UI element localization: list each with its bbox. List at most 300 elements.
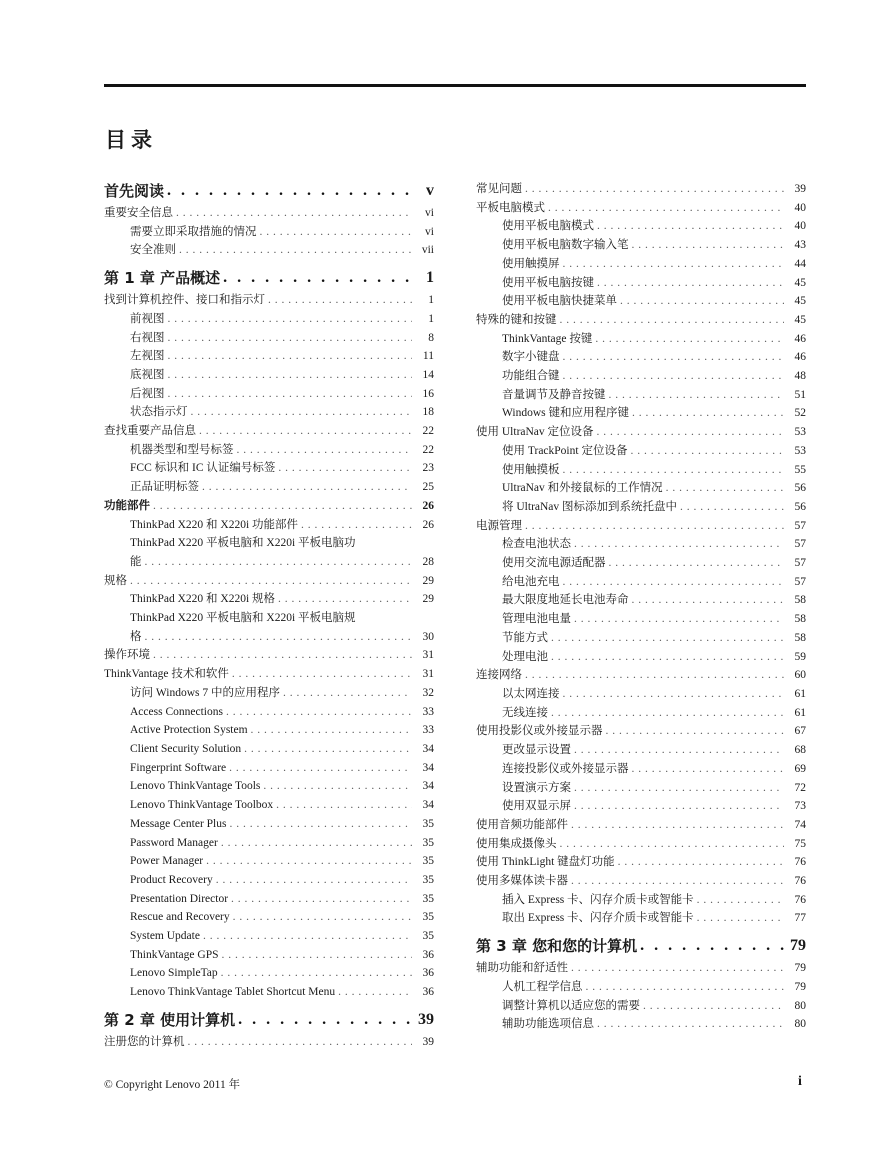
toc-entry-title: Client Security Solution	[130, 742, 242, 755]
toc-entry[interactable]	[104, 703, 434, 722]
toc-entry[interactable]	[476, 479, 806, 498]
toc-entry-page: 31	[422, 649, 434, 662]
toc-entry-title: 将 UltraNav 图标添加到系统托盘中	[502, 500, 678, 513]
footer-copyright: © Copyright Lenovo 2011 年	[104, 1079, 241, 1091]
toc-entry-title: 使用多媒体读卡器	[476, 875, 568, 888]
toc-entry-title: 使用双显示屏	[502, 800, 571, 813]
toc-entry-title: 使用 UltraNav 定位设备	[476, 426, 594, 439]
dot-leader	[218, 946, 412, 965]
toc-entry-title: 重要安全信息	[104, 207, 173, 219]
toc-entry[interactable]	[476, 255, 806, 274]
toc-entry[interactable]	[476, 274, 806, 293]
dot-leader	[568, 872, 784, 891]
toc-entry-title: 使用平板电脑按键	[502, 276, 594, 289]
toc-entry-title: 常见问题	[476, 183, 522, 195]
toc-entry-page: 34	[422, 742, 434, 755]
toc-entry-page: 52	[794, 407, 806, 420]
toc-entry-page: 77	[794, 912, 806, 925]
toc-entry-page: 72	[794, 781, 806, 794]
toc-entry-page: 61	[794, 687, 806, 700]
dot-leader	[627, 442, 784, 461]
toc-entry[interactable]	[476, 685, 806, 704]
toc-entry-title: 右视图	[130, 331, 165, 344]
toc-entry-page: 23	[422, 462, 434, 475]
toc-entry[interactable]	[104, 908, 434, 927]
toc-entry[interactable]	[104, 759, 434, 778]
toc-entry-title: FCC 标识和 IC 认证编号标签	[130, 462, 276, 475]
toc-entry[interactable]	[476, 591, 806, 610]
toc-entry[interactable]	[476, 760, 806, 779]
dot-leader	[548, 629, 784, 648]
dot-leader	[629, 591, 785, 610]
toc-entry[interactable]	[476, 199, 806, 218]
toc-entry-title: 无线连接	[502, 706, 548, 719]
toc-entry-title: Access Connections	[130, 705, 223, 718]
dot-leader	[522, 180, 784, 199]
toc-entry[interactable]	[476, 404, 806, 423]
toc-entry[interactable]	[476, 236, 806, 255]
toc-entry[interactable]	[104, 684, 434, 703]
toc-entry[interactable]	[476, 554, 806, 573]
toc-entry[interactable]	[476, 180, 806, 199]
toc-entry-continuation	[130, 628, 434, 647]
dot-leader	[165, 310, 413, 329]
toc-entry[interactable]	[104, 815, 434, 834]
dot-leader	[173, 204, 412, 223]
toc-entry[interactable]	[104, 347, 434, 366]
toc-entry-page: 35	[422, 873, 434, 886]
toc-entry-page: 79	[794, 962, 806, 975]
toc-entry-title: 操作环境	[104, 649, 150, 662]
dot-leader	[229, 665, 412, 684]
toc-entry-page: 45	[794, 295, 806, 308]
toc-entry-page: 31	[422, 668, 434, 681]
toc-entry-title: ThinkPad X220 平板电脑和 X220i 平板电脑规	[130, 612, 356, 625]
toc-entry-page: 43	[794, 239, 806, 252]
toc-entry[interactable]	[476, 872, 806, 891]
dot-leader	[594, 274, 784, 293]
dot-leader	[522, 517, 784, 536]
toc-entry-page: 22	[422, 425, 434, 438]
toc-chapter-heading[interactable]	[476, 935, 806, 957]
toc-entry-title: Rescue and Recovery	[130, 911, 230, 924]
toc-entry[interactable]	[476, 517, 806, 536]
dot-leader	[165, 329, 413, 348]
toc-entry[interactable]	[104, 516, 434, 535]
toc-entry-page: 80	[794, 999, 806, 1012]
toc-entry-title: 调整计算机以适应您的需要	[502, 999, 640, 1012]
toc-entry[interactable]	[104, 534, 434, 571]
toc-entry[interactable]	[476, 853, 806, 872]
dot-leader	[203, 852, 412, 871]
dot-leader	[241, 740, 412, 759]
toc-entry-title: 功能部件	[104, 499, 150, 512]
toc-chapter-heading[interactable]	[104, 180, 434, 202]
toc-entry-title: 检查电池状态	[502, 538, 571, 551]
toc-entry-title: 机器类型和型号标签	[130, 443, 234, 456]
toc-entry-title: ThinkVantage 按键	[502, 332, 593, 345]
toc-entry[interactable]	[476, 978, 806, 997]
dot-leader	[557, 835, 785, 854]
dot-leader	[218, 964, 412, 983]
toc-entry[interactable]	[104, 927, 434, 946]
toc-entry-page: 59	[794, 650, 806, 663]
toc-entry-page: 1	[428, 312, 434, 325]
toc-entry-page: 14	[422, 368, 434, 381]
toc-entry-title: Fingerprint Software	[130, 761, 227, 774]
toc-entry[interactable]	[104, 441, 434, 460]
toc-entry-title: Lenovo ThinkVantage Tablet Shortcut Menu	[130, 986, 336, 999]
toc-entry-page: 36	[422, 948, 434, 961]
toc-entry-title: 管理电池电量	[502, 613, 571, 626]
toc-entry-title: 连接投影仪或外接显示器	[502, 762, 629, 775]
toc-entry-page: 39	[794, 183, 806, 195]
toc-entry-title: 需要立即采取措施的情况	[130, 225, 257, 238]
toc-entry-page: 46	[794, 351, 806, 364]
toc-entry[interactable]	[476, 797, 806, 816]
toc-entry-page: 53	[794, 426, 806, 439]
toc-entry-page: vi	[425, 225, 434, 238]
toc-entry[interactable]	[104, 946, 434, 965]
toc-entry[interactable]	[104, 223, 434, 242]
toc-entry-title: 节能方式	[502, 631, 548, 644]
toc-entry[interactable]	[104, 366, 434, 385]
toc-entry[interactable]	[476, 498, 806, 517]
toc-entry-page: 35	[422, 817, 434, 830]
dot-leader	[568, 816, 784, 835]
toc-entry[interactable]	[104, 329, 434, 348]
dot-leader	[694, 909, 784, 928]
toc-entry[interactable]	[104, 1033, 434, 1052]
toc-entry-title: 功能组合键	[502, 370, 560, 383]
toc-entry-page: 74	[794, 818, 806, 831]
toc-entry[interactable]	[476, 292, 806, 311]
dot-leader	[298, 516, 412, 535]
toc-entry-page: 58	[794, 631, 806, 644]
dot-leader	[176, 241, 412, 260]
toc-entry-continuation	[130, 553, 434, 572]
toc-entry-page: 35	[422, 911, 434, 924]
toc-entry-page: 44	[794, 257, 806, 270]
dot-leader	[545, 199, 784, 218]
toc-entry[interactable]	[476, 959, 806, 978]
toc-entry-page: 67	[794, 725, 806, 738]
toc-entry-title: 使用集成摄像头	[476, 837, 557, 850]
dot-leader	[663, 479, 784, 498]
toc-chapter-heading[interactable]	[104, 1009, 434, 1031]
toc-entry[interactable]	[476, 348, 806, 367]
toc-entry-title: UltraNav 和外接鼠标的工作情况	[502, 482, 663, 495]
toc-entry-page: 33	[422, 705, 434, 718]
dot-leader	[127, 572, 412, 591]
toc-entry-page: 80	[794, 1018, 806, 1031]
toc-entry-page: 79	[790, 937, 806, 955]
dot-leader	[571, 797, 784, 816]
toc-entry[interactable]	[476, 704, 806, 723]
dot-leader	[560, 348, 785, 367]
dot-leader	[583, 978, 785, 997]
toc-entry-title: 更改显示设置	[502, 744, 571, 757]
toc-entry-page: 29	[422, 574, 434, 587]
toc-entry[interactable]	[104, 385, 434, 404]
dot-leader	[560, 367, 785, 386]
toc-entry[interactable]	[104, 497, 434, 516]
dot-leader	[260, 777, 412, 796]
dot-leader	[694, 891, 784, 910]
toc-entry-title: Product Recovery	[130, 873, 213, 886]
dot-leader	[223, 703, 412, 722]
toc-entry-title: 以太网连接	[502, 687, 560, 700]
toc-entry[interactable]	[104, 964, 434, 983]
toc-entry-page: 75	[794, 837, 806, 850]
toc-entry-title: 状态指示灯	[130, 406, 188, 419]
toc-entry[interactable]	[104, 646, 434, 665]
toc-entry-title: Windows 键和应用程序键	[502, 407, 629, 420]
toc-entry-title: 底视图	[130, 368, 165, 381]
toc-entry[interactable]	[104, 459, 434, 478]
toc-entry-title: 使用交流电源适配器	[502, 557, 606, 570]
dot-leader	[150, 497, 412, 516]
dot-leader	[594, 217, 784, 236]
dot-leader	[273, 796, 412, 815]
toc-entry-title: ThinkVantage GPS	[130, 948, 219, 961]
toc-entry-title: 查找重要产品信息	[104, 425, 196, 438]
dot-leader	[275, 459, 412, 478]
toc-entry[interactable]	[476, 330, 806, 349]
toc-entry-title: 辅助功能选项信息	[502, 1018, 594, 1031]
toc-entry-page: 30	[422, 630, 434, 643]
toc-entry-title: Active Protection System	[130, 724, 248, 737]
toc-chapter-heading[interactable]	[104, 267, 434, 289]
toc-entry-title: 正品证明标签	[130, 481, 199, 494]
toc-entry-title: 音量调节及静音按键	[502, 388, 606, 401]
dot-leader	[603, 722, 785, 741]
toc-entry[interactable]	[104, 721, 434, 740]
toc-entry-page: 61	[794, 706, 806, 719]
toc-entry-page: 79	[794, 980, 806, 993]
toc-entry-title: 给电池充电	[502, 575, 560, 588]
toc-entry-page: v	[426, 182, 434, 199]
toc-entry-page: 57	[794, 557, 806, 570]
dot-leader	[592, 330, 784, 349]
toc-entry[interactable]	[104, 310, 434, 329]
toc-entry-page: 26	[422, 499, 434, 512]
toc-entry-title: Password Manager	[130, 836, 218, 849]
toc-entry-title: 前视图	[130, 312, 165, 325]
toc-entry-title: 使用音频功能部件	[476, 818, 568, 831]
toc-entry-page: 8	[428, 331, 434, 344]
toc-entry-page: 60	[794, 669, 806, 682]
toc-entry[interactable]	[104, 572, 434, 591]
toc-entry-title: 连接网络	[476, 669, 522, 682]
toc-entry[interactable]	[104, 834, 434, 853]
dot-leader	[594, 423, 784, 442]
toc-entry[interactable]	[476, 648, 806, 667]
dot-leader	[637, 935, 784, 957]
toc-entry[interactable]	[104, 740, 434, 759]
toc-entry[interactable]	[476, 367, 806, 386]
toc-entry[interactable]	[104, 609, 434, 646]
toc-entry-page: 45	[794, 276, 806, 289]
toc-entry[interactable]	[476, 423, 806, 442]
dot-leader	[165, 385, 413, 404]
toc-entry-title: 访问 Windows 7 中的应用程序	[130, 686, 280, 699]
dot-leader	[188, 403, 413, 422]
toc-entry[interactable]	[476, 909, 806, 928]
dot-leader	[522, 666, 784, 685]
toc-entry[interactable]	[104, 478, 434, 497]
toc-entry-title: 注册您的计算机	[104, 1035, 185, 1048]
toc-entry-page: 40	[794, 201, 806, 214]
toc-entry[interactable]	[476, 722, 806, 741]
toc-entry-page: 40	[794, 220, 806, 233]
toc-entry-title-cont: 格	[130, 630, 142, 643]
toc-entry-title: 后视图	[130, 387, 165, 400]
dot-leader	[560, 255, 785, 274]
dot-leader	[218, 834, 412, 853]
toc-entry-page: 56	[794, 482, 806, 495]
toc-entry-page: 53	[794, 444, 806, 457]
toc-entry-page: 36	[422, 986, 434, 999]
toc-entry-title: 平板电脑模式	[476, 201, 545, 214]
toc-entry-title: 第 3 章 您和您的计算机	[476, 937, 638, 956]
toc-entry-page: 57	[794, 575, 806, 588]
toc-entry-title: 人机工程学信息	[502, 980, 583, 993]
toc-entry-page: 32	[422, 686, 434, 699]
toc-entry-title: 使用投影仪或外接显示器	[476, 725, 603, 738]
toc-entry[interactable]	[104, 590, 434, 609]
toc-entry-page: 33	[422, 724, 434, 737]
toc-entry-title: Lenovo ThinkVantage Tools	[130, 780, 261, 793]
toc-entry-page: 76	[794, 875, 806, 888]
toc-entry-page: 58	[794, 594, 806, 607]
toc-entry-page: 1	[426, 269, 434, 287]
dot-leader	[629, 760, 785, 779]
dot-leader	[150, 646, 412, 665]
dot-leader	[280, 684, 412, 703]
toc-entry-page: 18	[422, 406, 434, 419]
toc-entry-title: 设置演示方案	[502, 781, 571, 794]
toc-entry-page: 76	[794, 856, 806, 869]
toc-entry-title: 插入 Express 卡、闪存介质卡或智能卡	[502, 893, 694, 906]
toc-entry[interactable]	[476, 217, 806, 236]
toc-entry[interactable]	[476, 573, 806, 592]
toc-entry-title: ThinkPad X220 和 X220i 功能部件	[130, 518, 299, 531]
toc-entry-title: ThinkVantage 技术和软件	[104, 668, 229, 681]
dot-leader	[617, 292, 784, 311]
toc-entry[interactable]	[476, 835, 806, 854]
dot-leader	[199, 478, 412, 497]
toc-entry[interactable]	[104, 777, 434, 796]
toc-entry[interactable]	[104, 852, 434, 871]
toc-entry[interactable]	[104, 796, 434, 815]
dot-leader	[571, 741, 784, 760]
toc-entry-title: Message Center Plus	[130, 817, 227, 830]
toc-entry-title: 使用触摸屏	[502, 257, 560, 270]
toc-entry[interactable]	[476, 610, 806, 629]
toc-right-column	[476, 180, 806, 1034]
toc-entry[interactable]	[476, 666, 806, 685]
toc-entry[interactable]	[476, 461, 806, 480]
toc-entry[interactable]	[476, 386, 806, 405]
toc-entry[interactable]	[476, 741, 806, 760]
toc-entry[interactable]	[104, 665, 434, 684]
toc-entry[interactable]	[104, 403, 434, 422]
dot-leader	[213, 871, 412, 890]
dot-leader	[548, 648, 784, 667]
dot-leader	[165, 347, 413, 366]
dot-leader	[606, 554, 785, 573]
dot-leader	[560, 461, 785, 480]
header-rule	[104, 84, 806, 87]
dot-leader	[560, 685, 785, 704]
toc-entry-page: 11	[422, 350, 434, 363]
dot-leader	[234, 441, 413, 460]
dot-leader	[548, 704, 784, 723]
toc-entry-page: 35	[422, 892, 434, 905]
toc-entry[interactable]	[104, 291, 434, 310]
dot-leader	[164, 180, 412, 202]
toc-entry-page: 16	[422, 387, 434, 400]
dot-leader	[594, 1015, 784, 1034]
toc-entry-page: 26	[422, 518, 434, 531]
toc-entry-title: 第 1 章 产品概述	[104, 269, 221, 288]
toc-entry-title: Power Manager	[130, 855, 204, 868]
dot-leader	[629, 236, 785, 255]
toc-entry-page: 34	[422, 780, 434, 793]
toc-entry-title: Lenovo SimpleTap	[130, 967, 218, 980]
toc-entry[interactable]	[476, 442, 806, 461]
toc-entry-page: 1	[428, 294, 434, 307]
toc-entry-title: 左视图	[130, 350, 165, 363]
dot-leader	[571, 610, 784, 629]
toc-entry-title: 规格	[104, 574, 127, 587]
toc-entry[interactable]	[104, 204, 434, 223]
toc-entry-page: 57	[794, 519, 806, 532]
toc-entry[interactable]	[476, 997, 806, 1016]
toc-entry-title: 取出 Express 卡、闪存介质卡或智能卡	[502, 912, 694, 925]
page-title: 目录	[105, 128, 157, 152]
toc-entry-page: 35	[422, 855, 434, 868]
toc-entry-title: ThinkPad X220 平板电脑和 X220i 平板电脑功	[130, 537, 356, 550]
toc-entry[interactable]	[476, 816, 806, 835]
toc-entry[interactable]	[104, 871, 434, 890]
toc-entry-title: 第 2 章 使用计算机	[104, 1010, 236, 1029]
dot-leader	[142, 553, 413, 572]
toc-entry[interactable]	[476, 311, 806, 330]
toc-entry[interactable]	[476, 629, 806, 648]
toc-entry[interactable]	[104, 890, 434, 909]
toc-entry-title: 使用平板电脑数字输入笔	[502, 239, 629, 252]
toc-entry[interactable]	[476, 1015, 806, 1034]
toc-entry-page: 45	[794, 313, 806, 326]
toc-left-column	[104, 180, 434, 1052]
dot-leader	[606, 386, 785, 405]
toc-entry[interactable]	[104, 241, 434, 260]
toc-entry-title: 最大限度地延长电池寿命	[502, 594, 629, 607]
toc-entry-title: Lenovo ThinkVantage Toolbox	[130, 799, 274, 812]
toc-entry[interactable]	[476, 891, 806, 910]
toc-entry[interactable]	[476, 535, 806, 554]
toc-entry-title: ThinkPad X220 和 X220i 规格	[130, 593, 276, 606]
toc-entry-page: 25	[422, 481, 434, 494]
toc-entry-title: 使用 ThinkLight 键盘灯功能	[476, 856, 615, 869]
toc-entry[interactable]	[476, 779, 806, 798]
toc-entry[interactable]	[104, 983, 434, 1002]
dot-leader	[560, 573, 785, 592]
dot-leader	[165, 366, 413, 385]
toc-entry[interactable]	[104, 422, 434, 441]
